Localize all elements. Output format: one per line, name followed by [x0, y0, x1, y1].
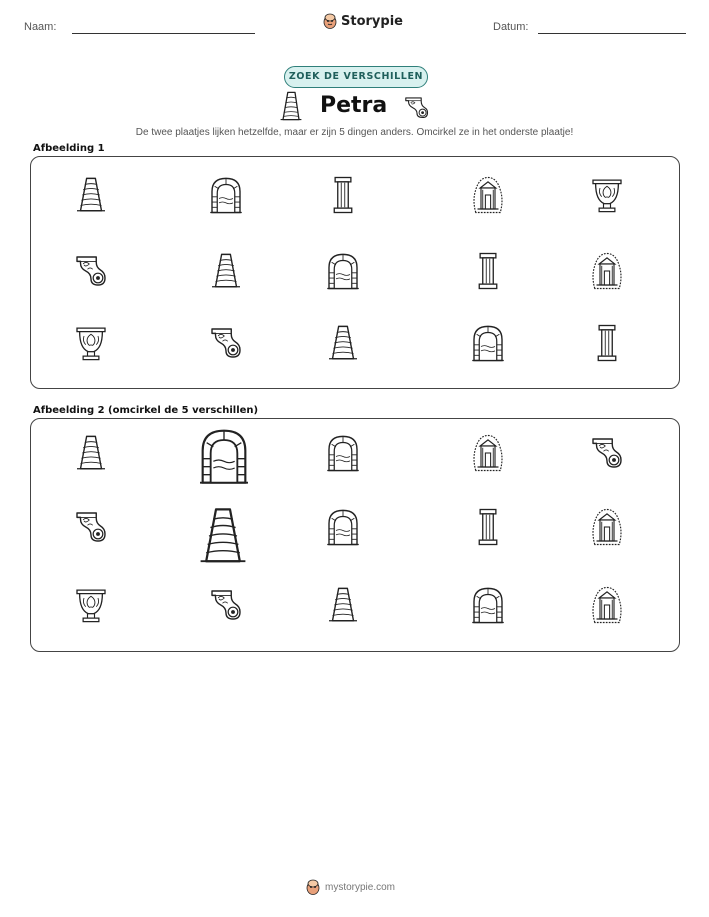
- picture1-stone-arch-icon: [467, 322, 509, 364]
- picture1-column-icon: [467, 250, 509, 292]
- picture1-temple-facade-icon: [586, 250, 628, 292]
- picture1-rock-spire-icon: [322, 322, 364, 364]
- picture2-temple-facade-icon[interactable]: [586, 506, 628, 548]
- picture2-scroll-pipe-icon[interactable]: [586, 432, 628, 474]
- picture2-stone-arch-icon[interactable]: [322, 506, 364, 548]
- brand-name: Storypie: [341, 13, 403, 29]
- footer: [306, 879, 395, 895]
- picture2-panel: [30, 418, 680, 652]
- date-line[interactable]: [538, 33, 686, 34]
- title-rock-spire-icon: [279, 90, 303, 127]
- picture1-temple-facade-icon: [467, 174, 509, 216]
- picture2-label: Afbeelding 2 (omcirkel de 5 verschillen): [33, 405, 259, 416]
- picture2-rock-spire-icon[interactable]: [322, 584, 364, 626]
- picture1-stone-arch-icon: [205, 174, 247, 216]
- storypie-mascot-icon: [306, 879, 320, 895]
- picture2-scroll-pipe-icon[interactable]: [70, 506, 112, 548]
- page-title: Petra: [320, 93, 388, 118]
- picture1-label: Afbeelding 1: [33, 143, 105, 154]
- picture1-urn-icon: [70, 322, 112, 364]
- picture2-stone-arch-icon[interactable]: [467, 584, 509, 626]
- picture1-column-icon: [586, 322, 628, 364]
- picture1-urn-icon: [586, 174, 628, 216]
- picture1-rock-spire-icon: [70, 174, 112, 216]
- picture2-scroll-pipe-icon[interactable]: [205, 584, 247, 626]
- picture1-rock-spire-icon: [205, 250, 247, 292]
- picture2-rock-spire-icon[interactable]: [70, 432, 112, 474]
- picture2-column-icon[interactable]: [467, 506, 509, 548]
- activity-badge: ZOEK DE VERSCHILLEN: [284, 66, 428, 88]
- picture2-temple-facade-icon[interactable]: [586, 584, 628, 626]
- name-line[interactable]: [72, 33, 255, 34]
- footer-site: mystorypie.com: [325, 881, 396, 893]
- picture2-stone-arch-icon[interactable]: [322, 432, 364, 474]
- picture1-stone-arch-icon: [322, 250, 364, 292]
- picture1-column-icon: [322, 174, 364, 216]
- picture2-rock-spire-icon[interactable]: [195, 500, 251, 572]
- brand-logo: [323, 13, 403, 29]
- picture2-stone-arch-icon[interactable]: [196, 424, 252, 488]
- instructions: De twee plaatjes lijken hetzelfde, maar er zijn 5 dingen anders. Omcirkel ze in het onderste plaatje!: [135, 127, 574, 138]
- title-scroll-pipe-icon: [403, 94, 431, 125]
- storypie-mascot-icon: [323, 13, 337, 29]
- picture2-urn-icon[interactable]: [70, 584, 112, 626]
- picture1-scroll-pipe-icon: [70, 250, 112, 292]
- name-label: Naam:: [24, 21, 57, 33]
- picture1-panel: [30, 156, 680, 389]
- picture1-scroll-pipe-icon: [205, 322, 247, 364]
- picture2-temple-facade-icon[interactable]: [467, 432, 509, 474]
- date-label: Datum:: [493, 21, 529, 33]
